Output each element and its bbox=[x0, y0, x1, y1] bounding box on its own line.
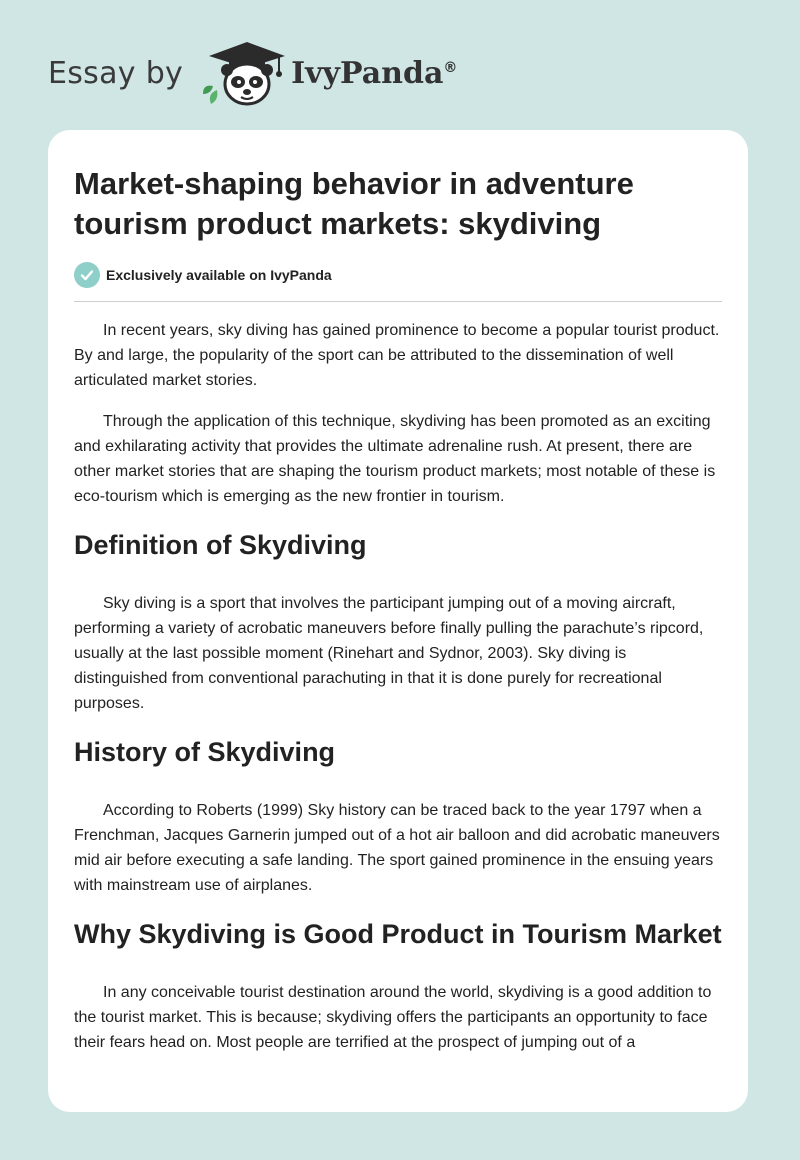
section-heading-history: History of Skydiving bbox=[74, 737, 336, 767]
title-divider bbox=[74, 301, 722, 302]
essay-title: Market-shaping behavior in adventure tourism product markets: skydiving bbox=[74, 166, 634, 241]
intro-paragraph: In recent years, sky diving has gained prominence to become a popular tourist product. By and large, the popularity of the sport can be attributed to the dissemination of well articulated market stories. bbox=[74, 322, 720, 389]
brand-name: IvyPanda® bbox=[291, 55, 458, 91]
brand-prefix: Essay by bbox=[48, 55, 184, 91]
section-heading-why-good-product: Why Skydiving is Good Product in Tourism Market bbox=[74, 919, 722, 949]
section-paragraph: Sky diving is a sport that involves the participant jumping out of a moving aircraft, performing a variety of acrobatic maneuvers before finally pulling the parachute’s ripcord, usually at the last possible moment (Rinehart and Sydnor, 2003). Sky diving is distinguished from conventional parachuting in that it is done purely for recreational purposes. bbox=[74, 595, 704, 712]
section-paragraph: In any conceivable tourist destination around the world, skydiving is a good addition to the tourist market. This is because; skydiving offers the participants an opportunity to face their fears head on. Most people are terrified at the prospect of jumping out of a bbox=[74, 984, 712, 1051]
intro-paragraph: Through the application of this technique, skydiving has been promoted as an exciting and exhilarating activity that provides the ultimate adrenaline rush. At present, there are other market stories that are shaping the tourism product markets; most notable of these is eco-tourism which is emerging as the new frontier in tourism. bbox=[74, 413, 716, 505]
essay-card bbox=[48, 130, 748, 1112]
check-icon bbox=[74, 262, 100, 288]
registered-mark: ® bbox=[443, 59, 458, 76]
exclusive-badge-label: Exclusively available on IvyPanda bbox=[106, 267, 332, 283]
brand-header bbox=[48, 38, 457, 108]
section-heading-definition: Definition of Skydiving bbox=[74, 530, 367, 560]
exclusive-badge bbox=[74, 262, 722, 288]
panda-logo-icon[interactable] bbox=[197, 38, 289, 108]
section-paragraph: According to Roberts (1999) Sky history can be traced back to the year 1797 when a Frenchman, Jacques Garnerin jumped out of a hot air balloon and did acrobatic maneuvers mid air before executing a safe landing. The sport gained prominence in the ensuing years with mainstream use of airplanes. bbox=[74, 802, 720, 894]
